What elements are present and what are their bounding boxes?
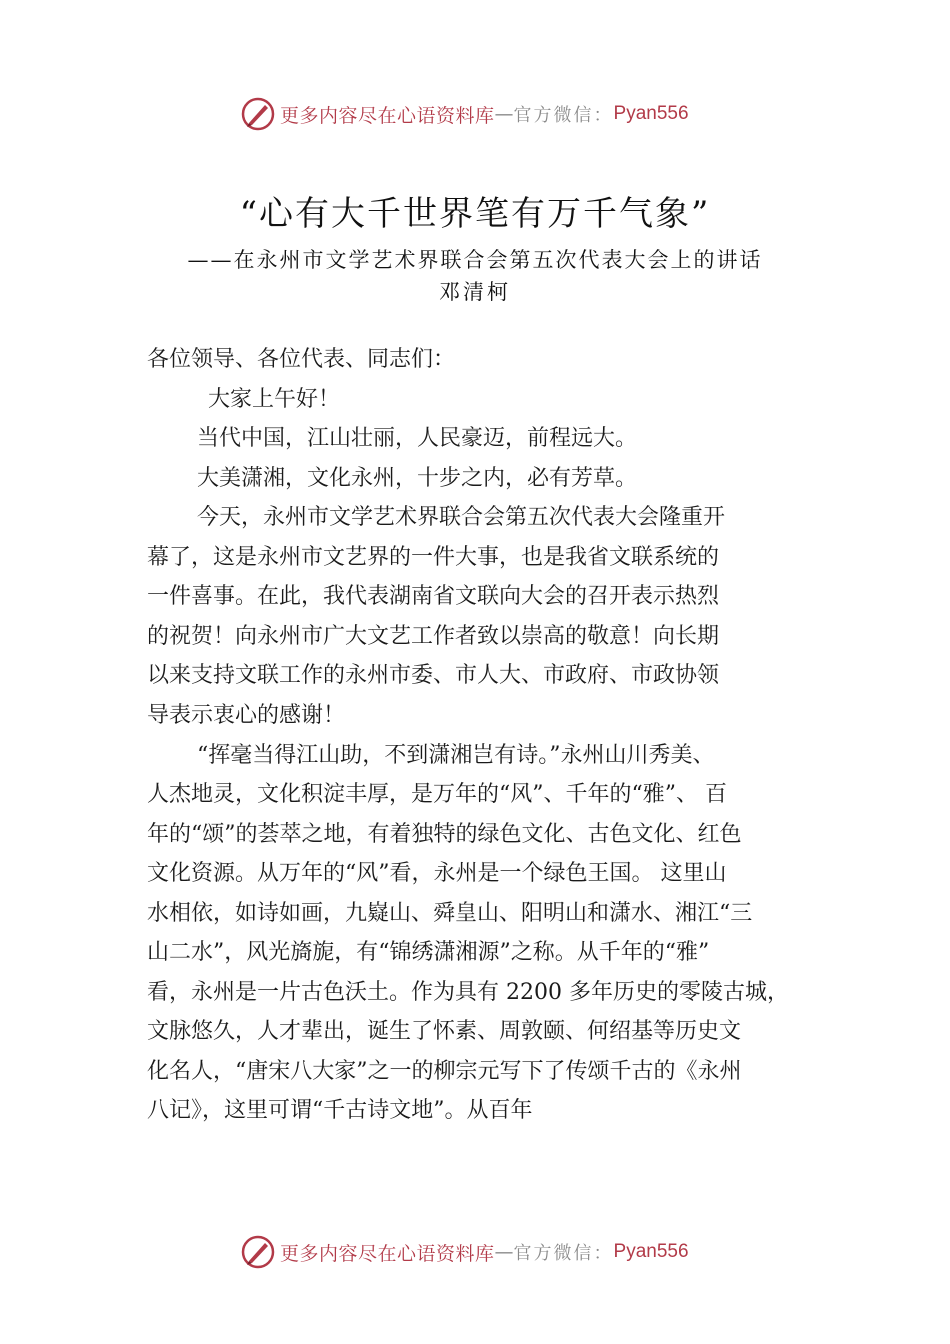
watermark-header bbox=[240, 94, 689, 134]
watermark-label: 官方微信： bbox=[513, 1243, 614, 1264]
body-line: 文脉悠久，人才辈出，诞生了怀素、周敦颐、何绍基等历史文 bbox=[147, 1019, 742, 1044]
watermark-text: 更多内容尽在心语资料库 bbox=[280, 104, 495, 127]
body-line: 当代中国，江山壮丽，人民豪迈，前程远大。 bbox=[197, 426, 638, 451]
document-author: 邓清柯 bbox=[439, 280, 511, 304]
body-line: 一件喜事。在此，我代表湖南省文联向大会的召开表示热烈 bbox=[147, 584, 720, 609]
body-line: 山二水”，风光旖旎，有“锦绣潇湘源”之称。从千年的“雅” bbox=[147, 940, 710, 965]
body-line: 幕了，这是永州市文艺界的一件大事，也是我省文联系统的 bbox=[147, 545, 720, 570]
body-line: 看，永州是一片古色沃土。作为具有 2200 多年历史的零陵古城， bbox=[147, 980, 789, 1005]
watermark-footer bbox=[240, 1232, 689, 1272]
body-line: 八记》，这里可谓“千古诗文地”。从百年 bbox=[147, 1098, 533, 1123]
pen-logo-icon bbox=[240, 1234, 276, 1270]
body-line: 各位领导、各位代表、同志们： bbox=[147, 347, 456, 372]
body-line: 大家上午好！ bbox=[208, 387, 341, 412]
watermark-text: 更多内容尽在心语资料库 bbox=[280, 1242, 495, 1265]
watermark-id: Pyan556 bbox=[613, 103, 689, 124]
watermark-id: Pyan556 bbox=[613, 1241, 689, 1262]
pen-logo-icon bbox=[240, 96, 276, 132]
watermark-label: 官方微信： bbox=[513, 105, 614, 126]
document-title: “心有大千世界笔有万千气象” bbox=[239, 194, 711, 234]
body-line: 水相依，如诗如画，九嶷山、舜皇山、阳明山和潇水、湘江“三 bbox=[147, 901, 753, 926]
body-line: 人杰地灵，文化积淀丰厚，是万年的“风”、千年的“雅”、 百 bbox=[147, 782, 727, 807]
body-line: 大美潇湘，文化永州，十步之内，必有芳草。 bbox=[197, 466, 638, 491]
body-line: 以来支持文联工作的永州市委、市人大、市政府、市政协领 bbox=[147, 663, 720, 688]
watermark-separator: — bbox=[494, 103, 514, 125]
body-line: 化名人，“唐宋八大家”之一的柳宗元写下了传颂千古的《永州 bbox=[147, 1059, 742, 1084]
body-line: 导表示衷心的感谢！ bbox=[147, 703, 346, 728]
document-subtitle: ——在永州市文学艺术界联合会第五次代表大会上的讲话 bbox=[187, 248, 763, 272]
body-line: 的祝贺！向永州市广大文艺工作者致以崇高的敬意！向长期 bbox=[147, 624, 720, 649]
body-line: “挥毫当得江山助，不到潇湘岂有诗。”永州山川秀美、 bbox=[197, 743, 715, 768]
body-line: 今天，永州市文学艺术界联合会第五次代表大会隆重开 bbox=[197, 505, 726, 530]
watermark-separator: — bbox=[494, 1241, 514, 1263]
body-line: 文化资源。从万年的“风”看，永州是一个绿色王国。 这里山 bbox=[147, 861, 727, 886]
body-line: 年的“颂”的荟萃之地，有着独特的绿色文化、古色文化、红色 bbox=[147, 822, 742, 847]
